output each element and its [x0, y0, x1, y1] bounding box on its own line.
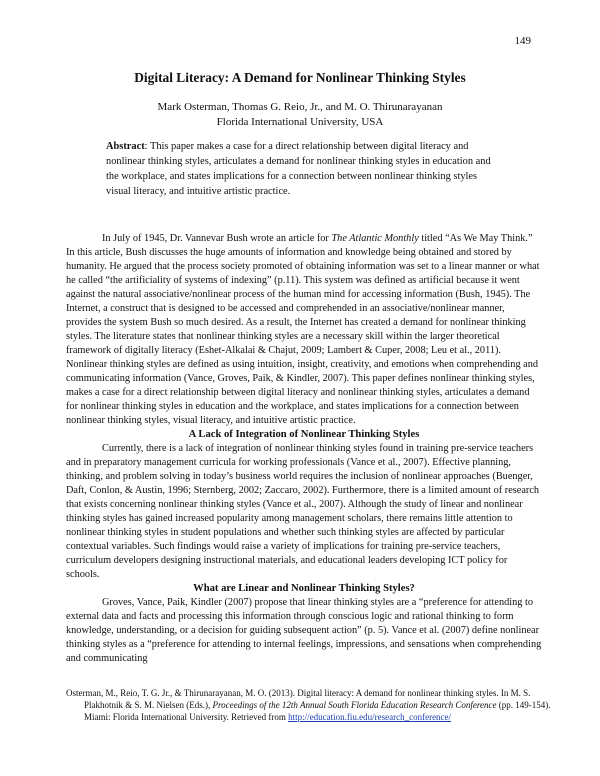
intro-text-1: In July of 1945, Dr. Vannevar Bush wrote an article for [102, 233, 332, 244]
citation-footer [66, 687, 554, 723]
section-heading-integration: A Lack of Integration of Nonlinear Thinking Styles [188, 429, 420, 440]
integration-paragraph: Currently, there is a lack of integration of nonlinear thinking styles found in training pre-service teachers and in preparatory management curricula for working professionals (Vance et al., 2007). Effective planning, thinking, and problem solving in today’s business world requires the inclusion of nonlinear approaches (Buenger, Daft, Conlon, & Austin, 1996; Sternberg, 2002; Zaccaro, 2002). Furthermore, there is a limited amount of research that exists concerning nonlinear thinking styles (Vance et al., 2007). Although the study of linear and nonlinear thinking styles has gained increased popularity among management scholars, there remains little attention to nonlinear thinking styles in student populations and whether such thinking styles are affected by particular contextual variables. Such findings would raise a variety of implications for training pre-service teachers, curriculum developers designing instructional materials, and educational leaders developing ICT policy for schools. [66, 443, 540, 580]
abstract [106, 139, 502, 199]
abstract-label: Abstract [106, 141, 145, 152]
body-text [66, 232, 542, 666]
page-number: 149 [514, 35, 531, 47]
intro-text-2: titled “As We May Think.” In this article, Bush discusses the huge amounts of information and knowledge being obtained and stored by humanity. He argued that the process society promoted of obtaining information was set to a linear manner or what he called “the artificiality of systems of indexing” (p.11). This system was defined as artificial because it went against the natural associative/nonlinear process of the human mind for accessing information (Bush, 1945). The Internet, a construct that is designed to be accessed and comprehended in an associative/nonlinear manner, provides the system Bush so much desired. As a result, the Internet has created a demand for nonlinear thinking styles. The literature states that nonlinear thinking styles are a necessary skill within the larger theoretical framework of digitally literacy (Eshet-Alkalai & Chajut, 2009; Lambert & Cuper, 2008; Leu et al., 2011). Nonlinear thinking styles are defined as using intuition, insight, creativity, and emotions when comprehending and communicating information (Vance, Groves, Paik, & Kindler, 2007). This paper defines nonlinear thinking styles, makes a case for a direct relationship between digital literacy and nonlinear thinking styles, articulates a demand for nonlinear thinking styles in education and the workplace, and states implications for a connection between nonlinear thinking styles, visual literacy, and intuitive artistic practice. [66, 233, 540, 426]
citation-text: Osterman, M., Reio, T. G. Jr., & Thirunarayanan, M. O. (2013). Digital literacy: A demand for nonlinear thinking styles. In M. S. Plakhotnik & S. M. Nielsen (Eds.), [66, 688, 531, 710]
abstract-text: : This paper makes a case for a direct relationship between digital literacy and nonlinear thinking styles, articulates a demand for nonlinear thinking styles in education and the workplace, and states implications for a connection between nonlinear thinking styles visual literacy, and intuitive artistic practice. [106, 141, 491, 197]
conference-link[interactable]: http://education.fiu.edu/research_conference/ [288, 712, 452, 722]
intro-paragraph [66, 232, 542, 428]
authors: Mark Osterman, Thomas G. Reio, Jr., and M. O. Thirunarayanan [157, 101, 443, 113]
affiliation: Florida International University, USA [216, 116, 384, 128]
definitions-paragraph: Groves, Vance, Paik, Kindler (2007) propose that linear thinking styles are a “preference for attending to external data and facts and processing this information through conscious logic and rational thinking to form knowledge, understanding, or a decision for guiding subsequent action” (p. 5). Vance et al. (2007) define nonlinear thinking styles as a “preference for attending to internal feelings, impressions, and sensations when comprehending and communicating [66, 597, 542, 664]
citation-pages: (pp. 149-154). Miami: Florida International University. Retrieved from [84, 700, 551, 722]
paper-title: Digital Literacy: A Demand for Nonlinear Thinking Styles [134, 70, 466, 85]
author-block [0, 100, 600, 130]
journal-name: The Atlantic Monthly [331, 233, 419, 244]
proceedings-title: Proceedings of the 12th Annual South Florida Education Research Conference [212, 700, 497, 710]
section-heading-definitions: What are Linear and Nonlinear Thinking Styles? [193, 583, 415, 594]
